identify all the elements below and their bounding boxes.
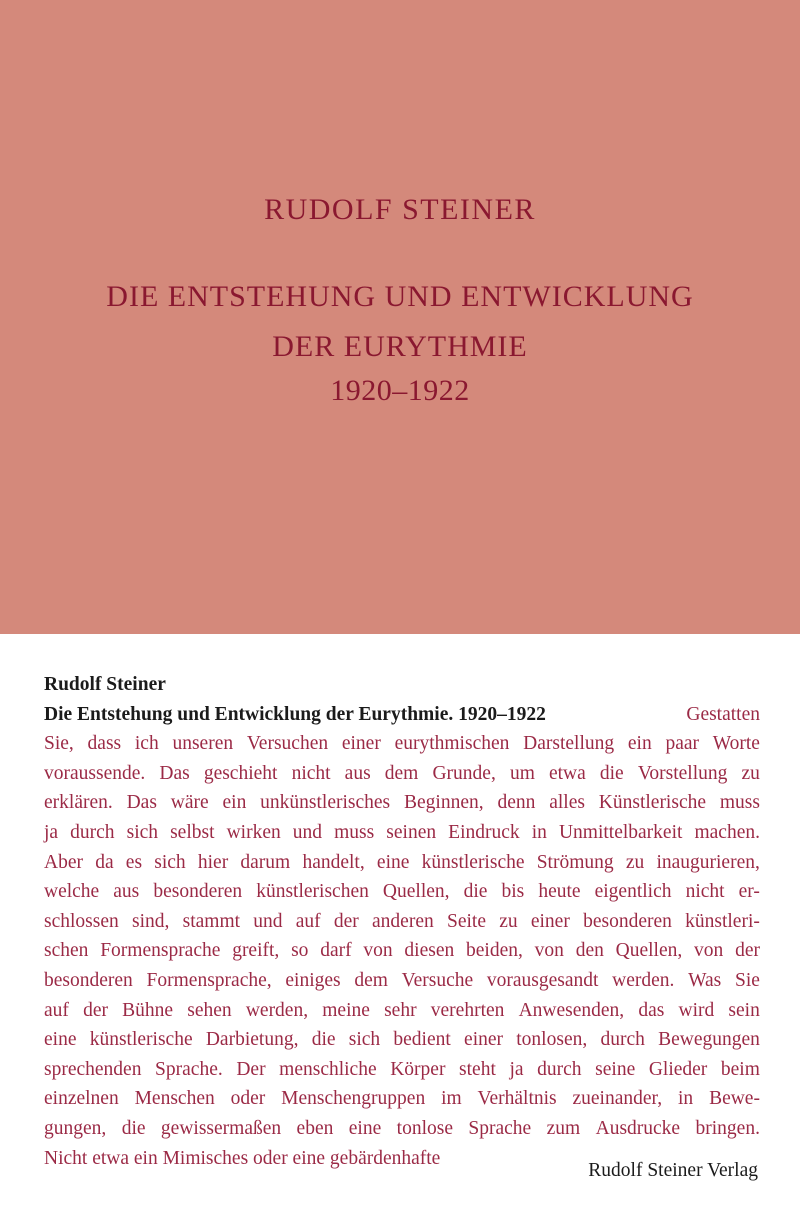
blurb-text-line (44, 759, 760, 789)
blurb-word: auf (295, 910, 321, 932)
blurb-word: zum (546, 1117, 581, 1139)
blurb-word: meine (322, 999, 370, 1021)
blurb-word: Grunde, (432, 762, 496, 784)
blurb-word: und (253, 910, 283, 932)
blurb-word: Beginnen, (404, 792, 484, 814)
blurb-word: diesen (404, 940, 455, 962)
blurb-word: Sprache (468, 1117, 532, 1139)
blurb-text-body (44, 729, 760, 1173)
blurb-book-title: Die Entstehung und Entwicklung der Eurythmie. 1920–1922 (44, 703, 546, 725)
blurb-word: künstleri- (685, 910, 760, 932)
blurb-word: gewissermaßen (160, 1117, 282, 1139)
blurb-word: sehr (384, 999, 417, 1021)
cover-title-line-2: DER EURYTHMIE (272, 330, 528, 363)
blurb-word: in (678, 1088, 694, 1110)
blurb-word: zu (625, 851, 645, 873)
blurb-word: sich (126, 821, 159, 843)
blurb-text-line (44, 1025, 760, 1055)
blurb-word: Bühne (122, 999, 174, 1021)
blurb-word: künstlerische (421, 851, 525, 873)
blurb-word: denn (497, 792, 536, 814)
blurb-word: inaugurieren, (656, 851, 760, 873)
blurb-word: gungen, (44, 1117, 107, 1139)
blurb-word: beiden, (466, 940, 523, 962)
blurb-word: künstlerischen (256, 881, 369, 903)
blurb-word: etwa (548, 762, 586, 784)
blurb-word: muss (334, 821, 375, 843)
blurb-word: eine (44, 1029, 77, 1051)
cover-title-line-1: DIE ENTSTEHUNG UND ENTWICKLUNG (106, 280, 694, 313)
blurb-word: eurythmischen (394, 733, 510, 755)
blurb-text-line (44, 848, 760, 878)
blurb-word: er- (738, 881, 760, 903)
blurb-word: seine (595, 1058, 636, 1080)
blurb-text-line (44, 729, 760, 759)
blurb-word: seinen (386, 821, 437, 843)
blurb-text-line (44, 907, 760, 937)
blurb-author-line (44, 670, 760, 700)
blurb-word: besonderen (153, 881, 243, 903)
blurb-word: unseren (172, 733, 234, 755)
blurb-author: Rudolf Steiner (44, 674, 166, 695)
blurb-word: das (638, 999, 665, 1021)
blurb-word: Der (236, 1058, 266, 1080)
blurb-word: werden. (612, 969, 675, 991)
blurb-word: sind, (131, 910, 170, 932)
blurb-word: sehen (187, 999, 232, 1021)
blurb-word: Menschen (134, 1088, 215, 1110)
blurb-word: erklären. (44, 792, 113, 814)
blurb-word: welche (44, 881, 100, 903)
blurb-word: dem (354, 969, 388, 991)
blurb-word: besonderen (44, 969, 133, 991)
blurb-word: Sie (734, 969, 760, 991)
blurb-word: Menschengruppen (281, 1088, 426, 1110)
blurb-word: ja (509, 1058, 524, 1080)
blurb-word: menschliche (279, 1058, 377, 1080)
blurb-word: vorausgesandt (486, 969, 599, 991)
blurb-word: da (95, 851, 114, 873)
blurb-word: Bewe- (709, 1088, 760, 1110)
blurb-word: durch (537, 1058, 582, 1080)
blurb-word: Darbietung, (205, 1029, 299, 1051)
blurb-title-line (44, 700, 760, 730)
blurb-text-line (44, 877, 760, 907)
blurb-word: greift, (232, 940, 280, 962)
blurb-word: steht (459, 1058, 496, 1080)
blurb-word: ein (222, 792, 247, 814)
blurb-word: handelt, (302, 851, 365, 873)
blurb-word: tonlose (396, 1117, 453, 1139)
blurb-word: Das (126, 792, 157, 814)
blurb-word: eigentlich (594, 881, 672, 903)
blurb-word: der (333, 910, 359, 932)
blurb-word: wird (678, 999, 715, 1021)
blurb-word: einer (464, 1029, 504, 1051)
blurb-word: tonlosen, (516, 1029, 588, 1051)
blurb-word: machen. (694, 821, 760, 843)
blurb-word: werden, (245, 999, 309, 1021)
blurb-word: Unmittelbarkeit (558, 821, 683, 843)
blurb-word: von (534, 940, 564, 962)
blurb-word: bis (501, 881, 525, 903)
blurb-word: dem (384, 762, 419, 784)
blurb-text-line: Gestatten (686, 703, 760, 725)
blurb-word: nicht (291, 762, 331, 784)
blurb-word: muss (719, 792, 760, 814)
blurb-word: Quellen, (382, 881, 450, 903)
blurb-word: eben (296, 1117, 334, 1139)
blurb-word: Strömung (536, 851, 614, 873)
blurb-word: einzelnen (44, 1088, 119, 1110)
blurb-word: bringen. (695, 1117, 760, 1139)
blurb-word: von (363, 940, 393, 962)
blurb-word: Künstlerische (598, 792, 707, 814)
blurb-word: Formensprache, (146, 969, 272, 991)
publisher-name: Rudolf Steiner Verlag (588, 1160, 758, 1181)
blurb-text-line (44, 788, 760, 818)
blurb-text-line (44, 818, 760, 848)
blurb-word: Versuche (401, 969, 474, 991)
blurb-text-line (44, 1114, 760, 1144)
blurb-text-line (44, 936, 760, 966)
blurb-word: eine (348, 1117, 382, 1139)
blurb-word: Worte (712, 733, 760, 755)
blurb-word: schlossen (44, 910, 119, 932)
blurb-word: nicht (685, 881, 725, 903)
blurb-text-line (44, 1084, 760, 1114)
blurb-word: im (441, 1088, 462, 1110)
blurb-word: besonderen (583, 910, 672, 932)
blurb-word: so (291, 940, 309, 962)
blurb-word: Sprache. (155, 1058, 223, 1080)
blurb-word: Sie, (44, 733, 74, 755)
blurb-text-line (44, 1055, 760, 1085)
back-blurb (44, 670, 760, 1173)
blurb-word: den (575, 940, 604, 962)
blurb-word: Eindruck (448, 821, 520, 843)
blurb-word: zu (499, 910, 518, 932)
blurb-text-line-last: Nicht etwa ein Mimisches oder eine gebärdenhafte (44, 1147, 441, 1169)
blurb-word: beim (720, 1058, 760, 1080)
blurb-word: der (83, 999, 108, 1021)
blurb-word: einer (341, 733, 381, 755)
blurb-text-line (44, 996, 760, 1026)
blurb-word: Formensprache (100, 940, 221, 962)
blurb-word: und (292, 821, 323, 843)
blurb-word: stammt (182, 910, 241, 932)
blurb-word: es (125, 851, 143, 873)
blurb-word: wäre (170, 792, 209, 814)
blurb-word: die (311, 1029, 336, 1051)
blurb-word: ein (627, 733, 652, 755)
blurb-word: sich (348, 1029, 381, 1051)
blurb-word: unkünstlerisches (260, 792, 391, 814)
blurb-word: Glieder (648, 1058, 708, 1080)
blurb-word: Darstellung (523, 733, 615, 755)
blurb-word: alles (549, 792, 585, 814)
blurb-word: die (463, 881, 488, 903)
blurb-word: Seite (446, 910, 486, 932)
blurb-word: sein (728, 999, 760, 1021)
blurb-word: anderen (372, 910, 434, 932)
blurb-word: von (694, 940, 724, 962)
blurb-word: ich (134, 733, 159, 755)
blurb-word: darf (320, 940, 352, 962)
blurb-word: Verhältnis (477, 1088, 557, 1110)
blurb-word: eine (376, 851, 410, 873)
blurb-word: Das (159, 762, 190, 784)
blurb-word: geschieht (203, 762, 278, 784)
blurb-word: bedient (393, 1029, 451, 1051)
blurb-word: Was (688, 969, 722, 991)
blurb-word: in (531, 821, 547, 843)
blurb-word: Versuchen (246, 733, 329, 755)
blurb-word: voraussende. (44, 762, 146, 784)
blurb-word: ja (44, 821, 59, 843)
blurb-word: künstlerische (89, 1029, 193, 1051)
blurb-word: Vorstellung (637, 762, 728, 784)
blurb-word: durch (70, 821, 115, 843)
blurb-word: zueinander, (572, 1088, 663, 1110)
blurb-text-line (44, 966, 760, 996)
blurb-word: Bewegungen (658, 1029, 760, 1051)
blurb-word: einer (530, 910, 570, 932)
blurb-word: heute (538, 881, 581, 903)
blurb-word: Aber (44, 851, 83, 873)
blurb-word: paar (665, 733, 700, 755)
blurb-word: einiges (285, 969, 341, 991)
cover-author: RUDOLF STEINER (264, 193, 536, 226)
blurb-word: sich (154, 851, 186, 873)
blurb-word: Ausdrucke (595, 1117, 681, 1139)
blurb-word: durch (600, 1029, 645, 1051)
blurb-word: selbst (170, 821, 215, 843)
blurb-word: wirken (226, 821, 281, 843)
blurb-word: zu (741, 762, 760, 784)
blurb-word: aus (113, 881, 140, 903)
blurb-word: darum (240, 851, 291, 873)
blurb-word: Quellen, (615, 940, 683, 962)
blurb-word: oder (230, 1088, 266, 1110)
blurb-word: Körper (390, 1058, 446, 1080)
cover-title-years: 1920–1922 (330, 374, 470, 407)
blurb-word: schen (44, 940, 89, 962)
blurb-word: um (509, 762, 535, 784)
blurb-word: sprechenden (44, 1058, 142, 1080)
blurb-word: die (599, 762, 624, 784)
blurb-word: die (121, 1117, 146, 1139)
blurb-word: hier (197, 851, 229, 873)
blurb-word: verehrten (430, 999, 505, 1021)
blurb-word: der (735, 940, 760, 962)
blurb-word: Anwesenden, (518, 999, 625, 1021)
blurb-word: dass (87, 733, 122, 755)
blurb-word: aus (344, 762, 371, 784)
blurb-word: auf (44, 999, 69, 1021)
